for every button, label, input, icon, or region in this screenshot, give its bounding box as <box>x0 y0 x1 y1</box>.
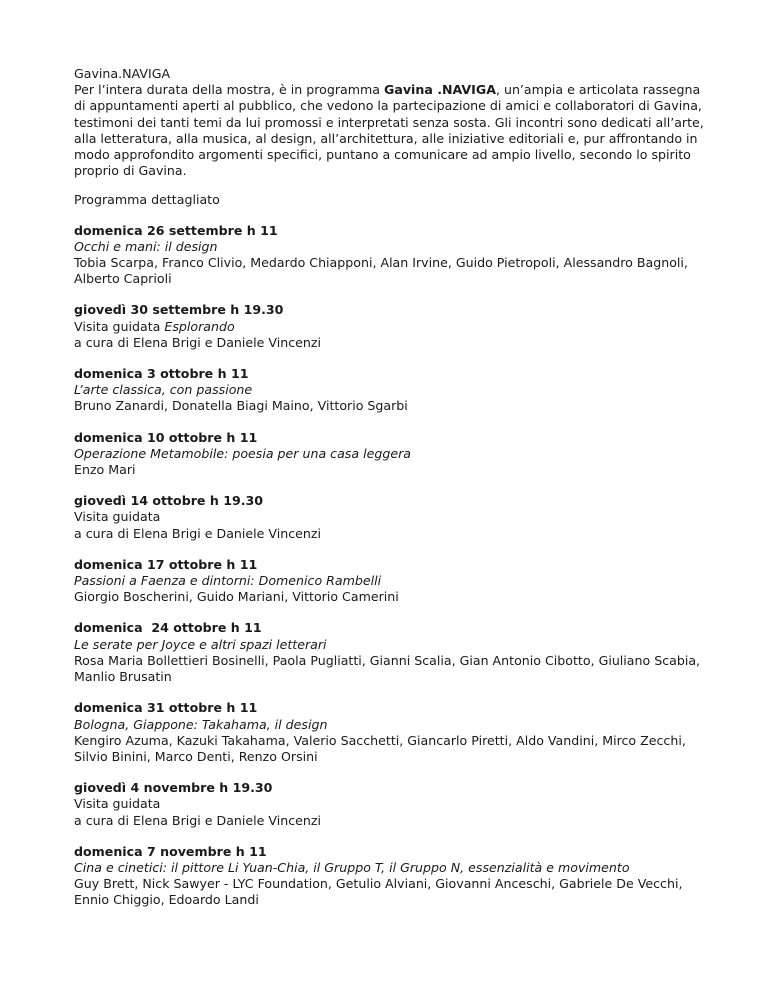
event-item <box>74 780 708 829</box>
event-title: L’arte classica, con passione <box>74 382 253 398</box>
event-date: domenica 26 settembre h 11 <box>74 222 278 238</box>
event-people: a cura di Elena Brigi e Daniele Vincenzi <box>74 334 321 350</box>
event-title: Passioni a Faenza e dintorni: Domenico Rambelli <box>74 573 382 589</box>
event-item <box>74 700 708 765</box>
event-date: domenica 24 ottobre h 11 <box>74 620 262 636</box>
event-date: domenica 3 ottobre h 11 <box>74 366 249 382</box>
event-title: Esplorando <box>164 318 235 334</box>
intro-paragraph <box>74 82 708 179</box>
event-people: Tobia Scarpa, Franco Clivio, Medardo Chiapponi, Alan Irvine, Guido Pietropoli, Alessandro Bagnoli, Alberto Caprioli <box>74 255 688 287</box>
event-people: Enzo Mari <box>74 462 136 478</box>
event-title-line <box>74 319 708 335</box>
event-item <box>74 493 708 542</box>
event-title: Operazione Metamobile: poesia per una casa leggera <box>74 445 411 461</box>
event-date: giovedì 14 ottobre h 19.30 <box>74 493 264 509</box>
event-prefix: Visita guidata <box>74 509 161 525</box>
event-people: Guy Brett, Nick Sawyer - LYC Foundation, Getulio Alviani, Giovanni Anceschi, Gabriele De Vecchi, Ennio Chiggio, Edoardo Landi <box>74 876 683 908</box>
event-item <box>74 557 708 606</box>
event-people: Rosa Maria Bollettieri Bosinelli, Paola Pugliatti, Gianni Scalia, Gian Antonio Cibotto, Giuliano Scabia, Manlio Brusatin <box>74 652 701 685</box>
event-prefix: Visita guidata <box>74 318 165 334</box>
event-date: domenica 10 ottobre h 11 <box>74 429 258 445</box>
document-heading: Gavina.NAVIGA <box>74 66 171 81</box>
intro-text-1: Per l’intera durata della mostra, è in programma <box>74 82 384 98</box>
event-item <box>74 223 708 288</box>
event-people: a cura di Elena Brigi e Daniele Vincenzi <box>74 812 321 828</box>
event-title: Occhi e mani: il design <box>74 238 218 254</box>
event-item <box>74 844 708 909</box>
program-title: Programma dettagliato <box>74 192 220 208</box>
event-title: Le serate per Joyce e altri spazi letterari <box>74 636 327 652</box>
intro-emphasis: Gavina .NAVIGA <box>384 82 496 98</box>
event-list <box>74 223 708 909</box>
event-item <box>74 366 708 415</box>
event-date: giovedì 4 novembre h 19.30 <box>74 780 273 796</box>
event-people: Giorgio Boscherini, Guido Mariani, Vittorio Camerini <box>74 589 399 605</box>
event-date: domenica 17 ottobre h 11 <box>74 556 258 572</box>
event-title: Bologna, Giappone: Takahama, il design <box>74 716 328 732</box>
event-date: domenica 7 novembre h 11 <box>74 843 267 859</box>
event-people: a cura di Elena Brigi e Daniele Vincenzi <box>74 525 321 541</box>
event-item <box>74 620 708 685</box>
event-date: giovedì 30 settembre h 19.30 <box>74 302 284 318</box>
event-title: Cina e cinetici: il pittore Li Yuan-Chia, il Gruppo T, il Gruppo N, essenzialità e movimento <box>74 859 630 875</box>
intro-text-2: , un’ampia e articolata rassegna di appuntamenti aperti al pubblico, che vedono la partecipazione di amici e collaboratori di Gavina, testimoni dei tanti temi da lui promossi e interpretati senza sosta. Gli incontri sono dedicati all’arte, alla letteratura, alla musica, al design, all’architettura, alle iniziative editoriali e, pur affrontando in modo approfondito argomenti specifici, puntano a comunicare ad ampio livello, secondo lo spirito proprio di Gavina. <box>74 82 704 179</box>
event-people: Kengiro Azuma, Kazuki Takahama, Valerio Sacchetti, Giancarlo Piretti, Aldo Vandini, Mirco Zecchi, Silvio Binini, Marco Denti, Renzo Orsini <box>74 732 686 764</box>
event-prefix: Visita guidata <box>74 796 161 812</box>
event-people: Bruno Zanardi, Donatella Biagi Maino, Vittorio Sgarbi <box>74 398 408 414</box>
event-item <box>74 430 708 479</box>
event-item <box>74 302 708 351</box>
event-date: domenica 31 ottobre h 11 <box>74 700 258 716</box>
